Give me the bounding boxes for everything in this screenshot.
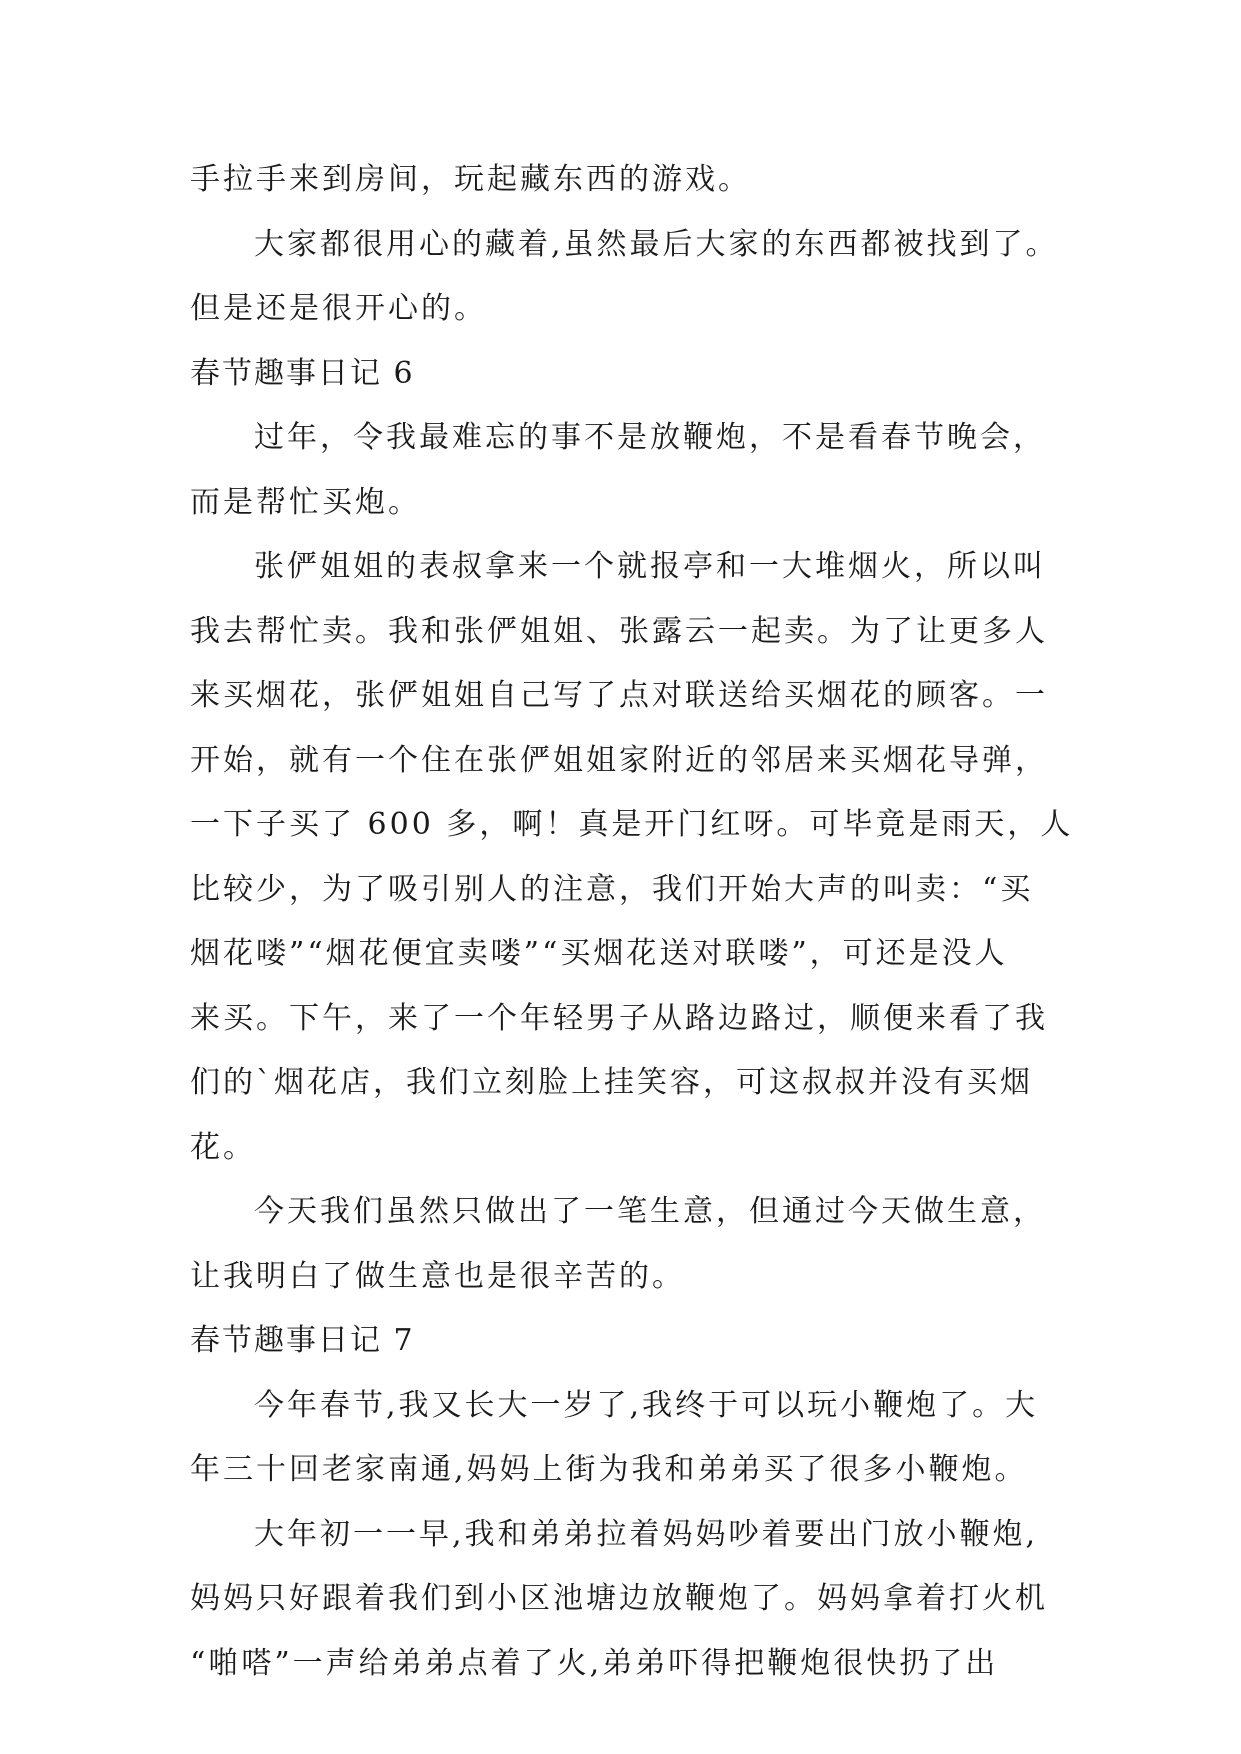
text-line: 花。 [190,1129,256,1165]
section-heading: 春节趣事日记 7 [190,1323,415,1358]
text-line: 但是还是很开心的。 [190,291,487,326]
text-line: 来买。下午，来了一个年轻男子从路边路过，顺便来看了我 [190,1000,1048,1036]
text-line: 妈妈只好跟着我们到小区池塘边放鞭炮了。妈妈拿着打火机 [190,1581,1048,1616]
text-line: 今年春节,我又长大一岁了,我终于可以玩小鞭炮了。大 [254,1387,1039,1423]
text-line: “啪嗒”一声给弟弟点着了火,弟弟吓得把鞭炮很快扔了出 [190,1645,999,1681]
text-line: 今天我们虽然只做出了一笔生意，但通过今天做生意， [254,1194,1046,1229]
text-line: 来买烟花，张俨姐姐自己写了点对联送给买烟花的顾客。一 [190,678,1048,713]
text-line: 开始，就有一个住在张俨姐姐家附近的邻居来买烟花导弹， [190,742,1048,778]
text-line: 大家都很用心的藏着,虽然最后大家的东西都被找到了。 [254,226,1059,262]
text-line: 手拉手来到房间，玩起藏东西的游戏。 [190,162,751,197]
section-heading: 春节趣事日记 6 [190,355,415,391]
text-line: 烟花喽”“烟花便宜卖喽”“买烟花送对联喽”，可还是没人 [190,936,1008,971]
text-line: 张俨姐姐的表叔拿来一个就报亭和一大堆烟火，所以叫 [254,549,1046,584]
text-line: 大年初一一早,我和弟弟拉着妈妈吵着要出门放小鞭炮, [254,1516,1039,1552]
text-line: 过年，令我最难忘的事不是放鞭炮，不是看春节晚会， [254,420,1046,455]
text-line: 我去帮忙卖。我和张俨姐姐、张露云一起卖。为了让更多人 [190,613,1048,649]
text-line: 们的`烟花店，我们立刻脸上挂笑容，可这叔叔并没有买烟 [190,1065,1033,1100]
document-body [190,148,1074,1696]
text-line: 比较少，为了吸引别人的注意，我们开始大声的叫卖：“买 [190,871,1034,907]
text-line: 而是帮忙买炮。 [190,484,421,520]
text-line: 年三十回老家南通,妈妈上街为我和弟弟买了很多小鞭炮。 [190,1452,1028,1487]
text-line: 让我明白了做生意也是很辛苦的。 [190,1258,685,1294]
text-line: 一下子买了 600 多，啊！真是开门红呀。可毕竟是雨天，人 [190,807,1074,842]
